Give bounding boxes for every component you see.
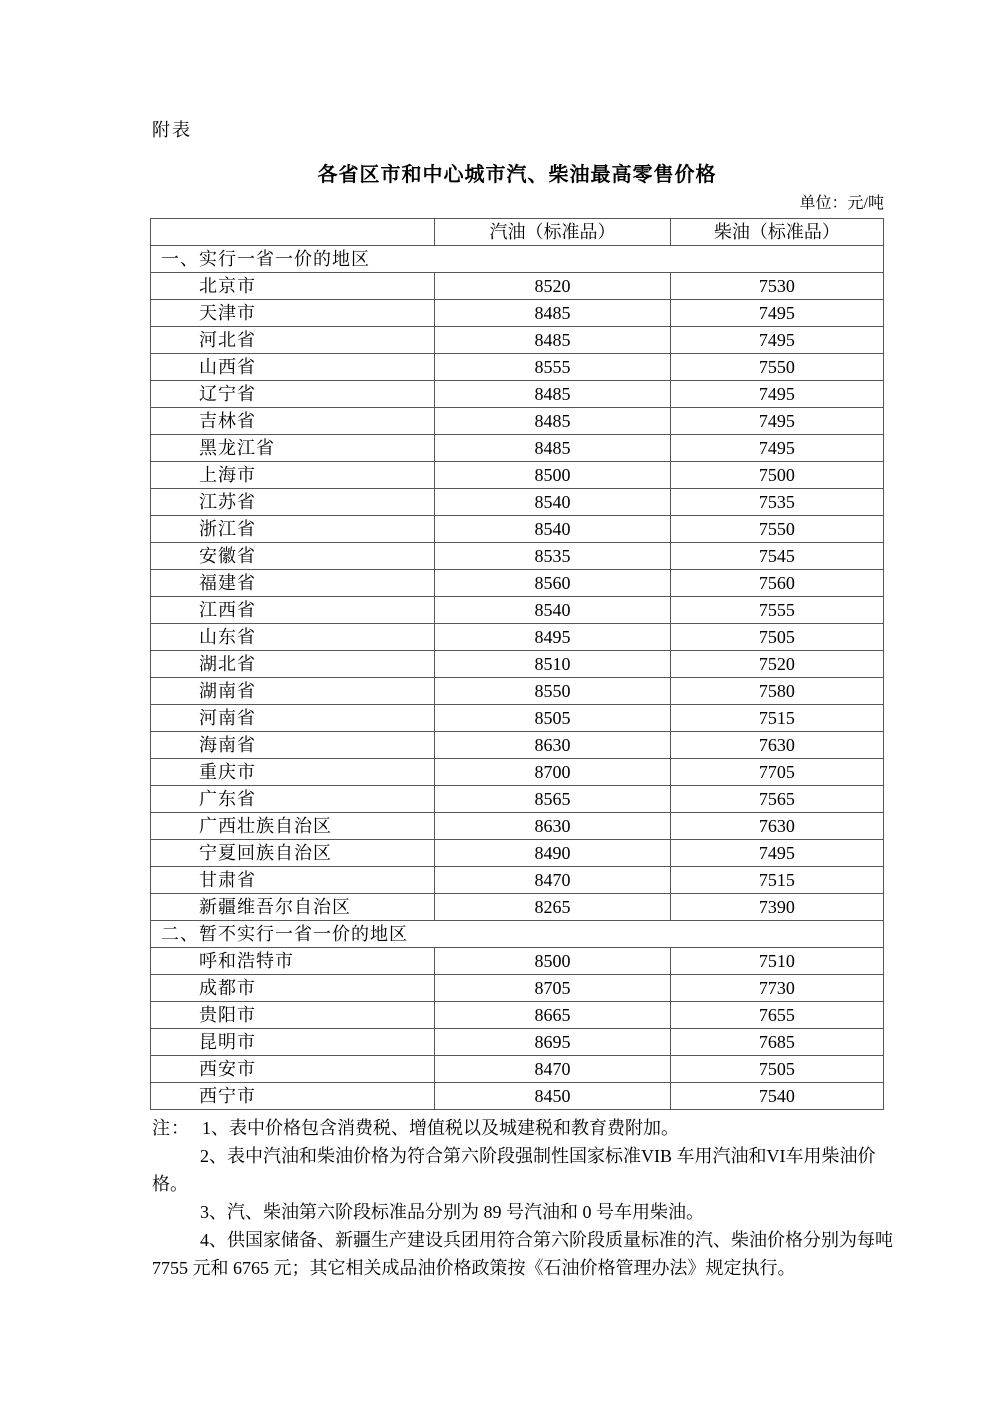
region-cell: 呼和浩特市 bbox=[151, 948, 435, 975]
region-cell: 广东省 bbox=[151, 786, 435, 813]
note-text: 格。 bbox=[152, 1174, 188, 1194]
table-row bbox=[151, 948, 884, 975]
diesel-price-cell: 7515 bbox=[670, 867, 883, 894]
diesel-price-cell: 7655 bbox=[670, 1002, 883, 1029]
diesel-price-cell: 7705 bbox=[670, 759, 883, 786]
table-row bbox=[151, 867, 884, 894]
note-text: 4、供国家储备、新疆生产建设兵团用符合第六阶段质量标准的汽、柴油价格分别为每吨 bbox=[200, 1230, 893, 1250]
column-header-gasoline: 汽油（标准品） bbox=[435, 219, 670, 246]
gasoline-price-cell: 8540 bbox=[435, 597, 670, 624]
gasoline-price-cell: 8630 bbox=[435, 813, 670, 840]
table-row bbox=[151, 786, 884, 813]
region-cell: 浙江省 bbox=[151, 516, 435, 543]
region-cell: 上海市 bbox=[151, 462, 435, 489]
table-row bbox=[151, 1083, 884, 1110]
region-cell: 河南省 bbox=[151, 705, 435, 732]
note-line bbox=[152, 1114, 892, 1142]
note-line bbox=[152, 1170, 892, 1198]
gasoline-price-cell: 8485 bbox=[435, 300, 670, 327]
diesel-price-cell: 7515 bbox=[670, 705, 883, 732]
table-row bbox=[151, 462, 884, 489]
table-row bbox=[151, 570, 884, 597]
region-cell: 昆明市 bbox=[151, 1029, 435, 1056]
diesel-price-cell: 7540 bbox=[670, 1083, 883, 1110]
diesel-price-cell: 7495 bbox=[670, 300, 883, 327]
gasoline-price-cell: 8490 bbox=[435, 840, 670, 867]
notes-label: 注： bbox=[152, 1118, 190, 1138]
diesel-price-cell: 7495 bbox=[670, 327, 883, 354]
region-cell: 西宁市 bbox=[151, 1083, 435, 1110]
table-row bbox=[151, 435, 884, 462]
region-cell: 贵阳市 bbox=[151, 1002, 435, 1029]
gasoline-price-cell: 8695 bbox=[435, 1029, 670, 1056]
diesel-price-cell: 7630 bbox=[670, 732, 883, 759]
diesel-price-cell: 7565 bbox=[670, 786, 883, 813]
gasoline-price-cell: 8500 bbox=[435, 462, 670, 489]
diesel-price-cell: 7505 bbox=[670, 1056, 883, 1083]
gasoline-price-cell: 8705 bbox=[435, 975, 670, 1002]
table-row bbox=[151, 327, 884, 354]
region-cell: 新疆维吾尔自治区 bbox=[151, 894, 435, 921]
table-row bbox=[151, 1002, 884, 1029]
diesel-price-cell: 7495 bbox=[670, 840, 883, 867]
region-cell: 黑龙江省 bbox=[151, 435, 435, 462]
region-cell: 河北省 bbox=[151, 327, 435, 354]
gasoline-price-cell: 8555 bbox=[435, 354, 670, 381]
region-cell: 北京市 bbox=[151, 273, 435, 300]
table-row bbox=[151, 1056, 884, 1083]
diesel-price-cell: 7495 bbox=[670, 381, 883, 408]
table-row bbox=[151, 1029, 884, 1056]
note-text: 7755 元和 6765 元；其它相关成品油价格政策按《石油价格管理办法》规定执行。 bbox=[152, 1258, 796, 1278]
table-row bbox=[151, 840, 884, 867]
diesel-price-cell: 7520 bbox=[670, 651, 883, 678]
note-line bbox=[152, 1254, 892, 1282]
note-line bbox=[152, 1198, 892, 1226]
diesel-price-cell: 7550 bbox=[670, 516, 883, 543]
region-cell: 甘肃省 bbox=[151, 867, 435, 894]
region-cell: 宁夏回族自治区 bbox=[151, 840, 435, 867]
table-row bbox=[151, 705, 884, 732]
diesel-price-cell: 7495 bbox=[670, 435, 883, 462]
table-row bbox=[151, 273, 884, 300]
table-row bbox=[151, 759, 884, 786]
diesel-price-cell: 7545 bbox=[670, 543, 883, 570]
column-header-diesel: 柴油（标准品） bbox=[670, 219, 883, 246]
gasoline-price-cell: 8505 bbox=[435, 705, 670, 732]
table-row bbox=[151, 624, 884, 651]
gasoline-price-cell: 8535 bbox=[435, 543, 670, 570]
table-row bbox=[151, 597, 884, 624]
table-row bbox=[151, 300, 884, 327]
gasoline-price-cell: 8500 bbox=[435, 948, 670, 975]
gasoline-price-cell: 8485 bbox=[435, 435, 670, 462]
region-cell: 湖南省 bbox=[151, 678, 435, 705]
column-header-region bbox=[151, 219, 435, 246]
gasoline-price-cell: 8520 bbox=[435, 273, 670, 300]
table-row bbox=[151, 651, 884, 678]
gasoline-price-cell: 8550 bbox=[435, 678, 670, 705]
table-header-row bbox=[151, 219, 884, 246]
gasoline-price-cell: 8665 bbox=[435, 1002, 670, 1029]
region-cell: 天津市 bbox=[151, 300, 435, 327]
region-cell: 安徽省 bbox=[151, 543, 435, 570]
gasoline-price-cell: 8470 bbox=[435, 1056, 670, 1083]
table-row bbox=[151, 813, 884, 840]
region-cell: 湖北省 bbox=[151, 651, 435, 678]
region-cell: 江苏省 bbox=[151, 489, 435, 516]
gasoline-price-cell: 8540 bbox=[435, 516, 670, 543]
diesel-price-cell: 7730 bbox=[670, 975, 883, 1002]
price-table-body bbox=[151, 246, 884, 1110]
region-cell: 吉林省 bbox=[151, 408, 435, 435]
region-cell: 成都市 bbox=[151, 975, 435, 1002]
gasoline-price-cell: 8510 bbox=[435, 651, 670, 678]
gasoline-price-cell: 8450 bbox=[435, 1083, 670, 1110]
diesel-price-cell: 7550 bbox=[670, 354, 883, 381]
unit-label: 单位：元/吨 bbox=[799, 195, 884, 212]
diesel-price-cell: 7535 bbox=[670, 489, 883, 516]
gasoline-price-cell: 8560 bbox=[435, 570, 670, 597]
price-table bbox=[150, 218, 884, 1110]
diesel-price-cell: 7500 bbox=[670, 462, 883, 489]
gasoline-price-cell: 8540 bbox=[435, 489, 670, 516]
diesel-price-cell: 7560 bbox=[670, 570, 883, 597]
page-title: 各省区市和中心城市汽、柴油最高零售价格 bbox=[317, 164, 717, 186]
section-header-row bbox=[151, 921, 884, 948]
diesel-price-cell: 7510 bbox=[670, 948, 883, 975]
region-cell: 西安市 bbox=[151, 1056, 435, 1083]
table-row bbox=[151, 894, 884, 921]
diesel-price-cell: 7685 bbox=[670, 1029, 883, 1056]
section-header-row bbox=[151, 246, 884, 273]
gasoline-price-cell: 8265 bbox=[435, 894, 670, 921]
attachment-label: 附表 bbox=[152, 120, 192, 140]
diesel-price-cell: 7530 bbox=[670, 273, 883, 300]
note-line bbox=[152, 1226, 892, 1254]
table-row bbox=[151, 354, 884, 381]
region-cell: 辽宁省 bbox=[151, 381, 435, 408]
note-line bbox=[152, 1142, 892, 1170]
gasoline-price-cell: 8630 bbox=[435, 732, 670, 759]
table-row bbox=[151, 543, 884, 570]
table-row bbox=[151, 678, 884, 705]
diesel-price-cell: 7495 bbox=[670, 408, 883, 435]
gasoline-price-cell: 8485 bbox=[435, 327, 670, 354]
table-row bbox=[151, 732, 884, 759]
gasoline-price-cell: 8485 bbox=[435, 381, 670, 408]
note-text: 3、汽、柴油第六阶段标准品分别为 89 号汽油和 0 号车用柴油。 bbox=[200, 1202, 704, 1222]
region-cell: 海南省 bbox=[151, 732, 435, 759]
table-row bbox=[151, 516, 884, 543]
gasoline-price-cell: 8495 bbox=[435, 624, 670, 651]
gasoline-price-cell: 8485 bbox=[435, 408, 670, 435]
region-cell: 山西省 bbox=[151, 354, 435, 381]
region-cell: 山东省 bbox=[151, 624, 435, 651]
diesel-price-cell: 7505 bbox=[670, 624, 883, 651]
region-cell: 重庆市 bbox=[151, 759, 435, 786]
gasoline-price-cell: 8700 bbox=[435, 759, 670, 786]
diesel-price-cell: 7390 bbox=[670, 894, 883, 921]
region-cell: 福建省 bbox=[151, 570, 435, 597]
diesel-price-cell: 7580 bbox=[670, 678, 883, 705]
gasoline-price-cell: 8565 bbox=[435, 786, 670, 813]
gasoline-price-cell: 8470 bbox=[435, 867, 670, 894]
diesel-price-cell: 7555 bbox=[670, 597, 883, 624]
notes bbox=[152, 1114, 892, 1282]
table-row bbox=[151, 408, 884, 435]
note-text: 2、表中汽油和柴油价格为符合第六阶段强制性国家标准VIB 车用汽油和VI车用柴油价 bbox=[200, 1146, 876, 1166]
diesel-price-cell: 7630 bbox=[670, 813, 883, 840]
table-row bbox=[151, 975, 884, 1002]
table-row bbox=[151, 489, 884, 516]
section-header-label: 二、暂不实行一省一价的地区 bbox=[151, 921, 884, 948]
region-cell: 广西壮族自治区 bbox=[151, 813, 435, 840]
table-row bbox=[151, 381, 884, 408]
note-text: 1、表中价格包含消费税、增值税以及城建税和教育费附加。 bbox=[202, 1118, 679, 1138]
section-header-label: 一、实行一省一价的地区 bbox=[151, 246, 884, 273]
region-cell: 江西省 bbox=[151, 597, 435, 624]
